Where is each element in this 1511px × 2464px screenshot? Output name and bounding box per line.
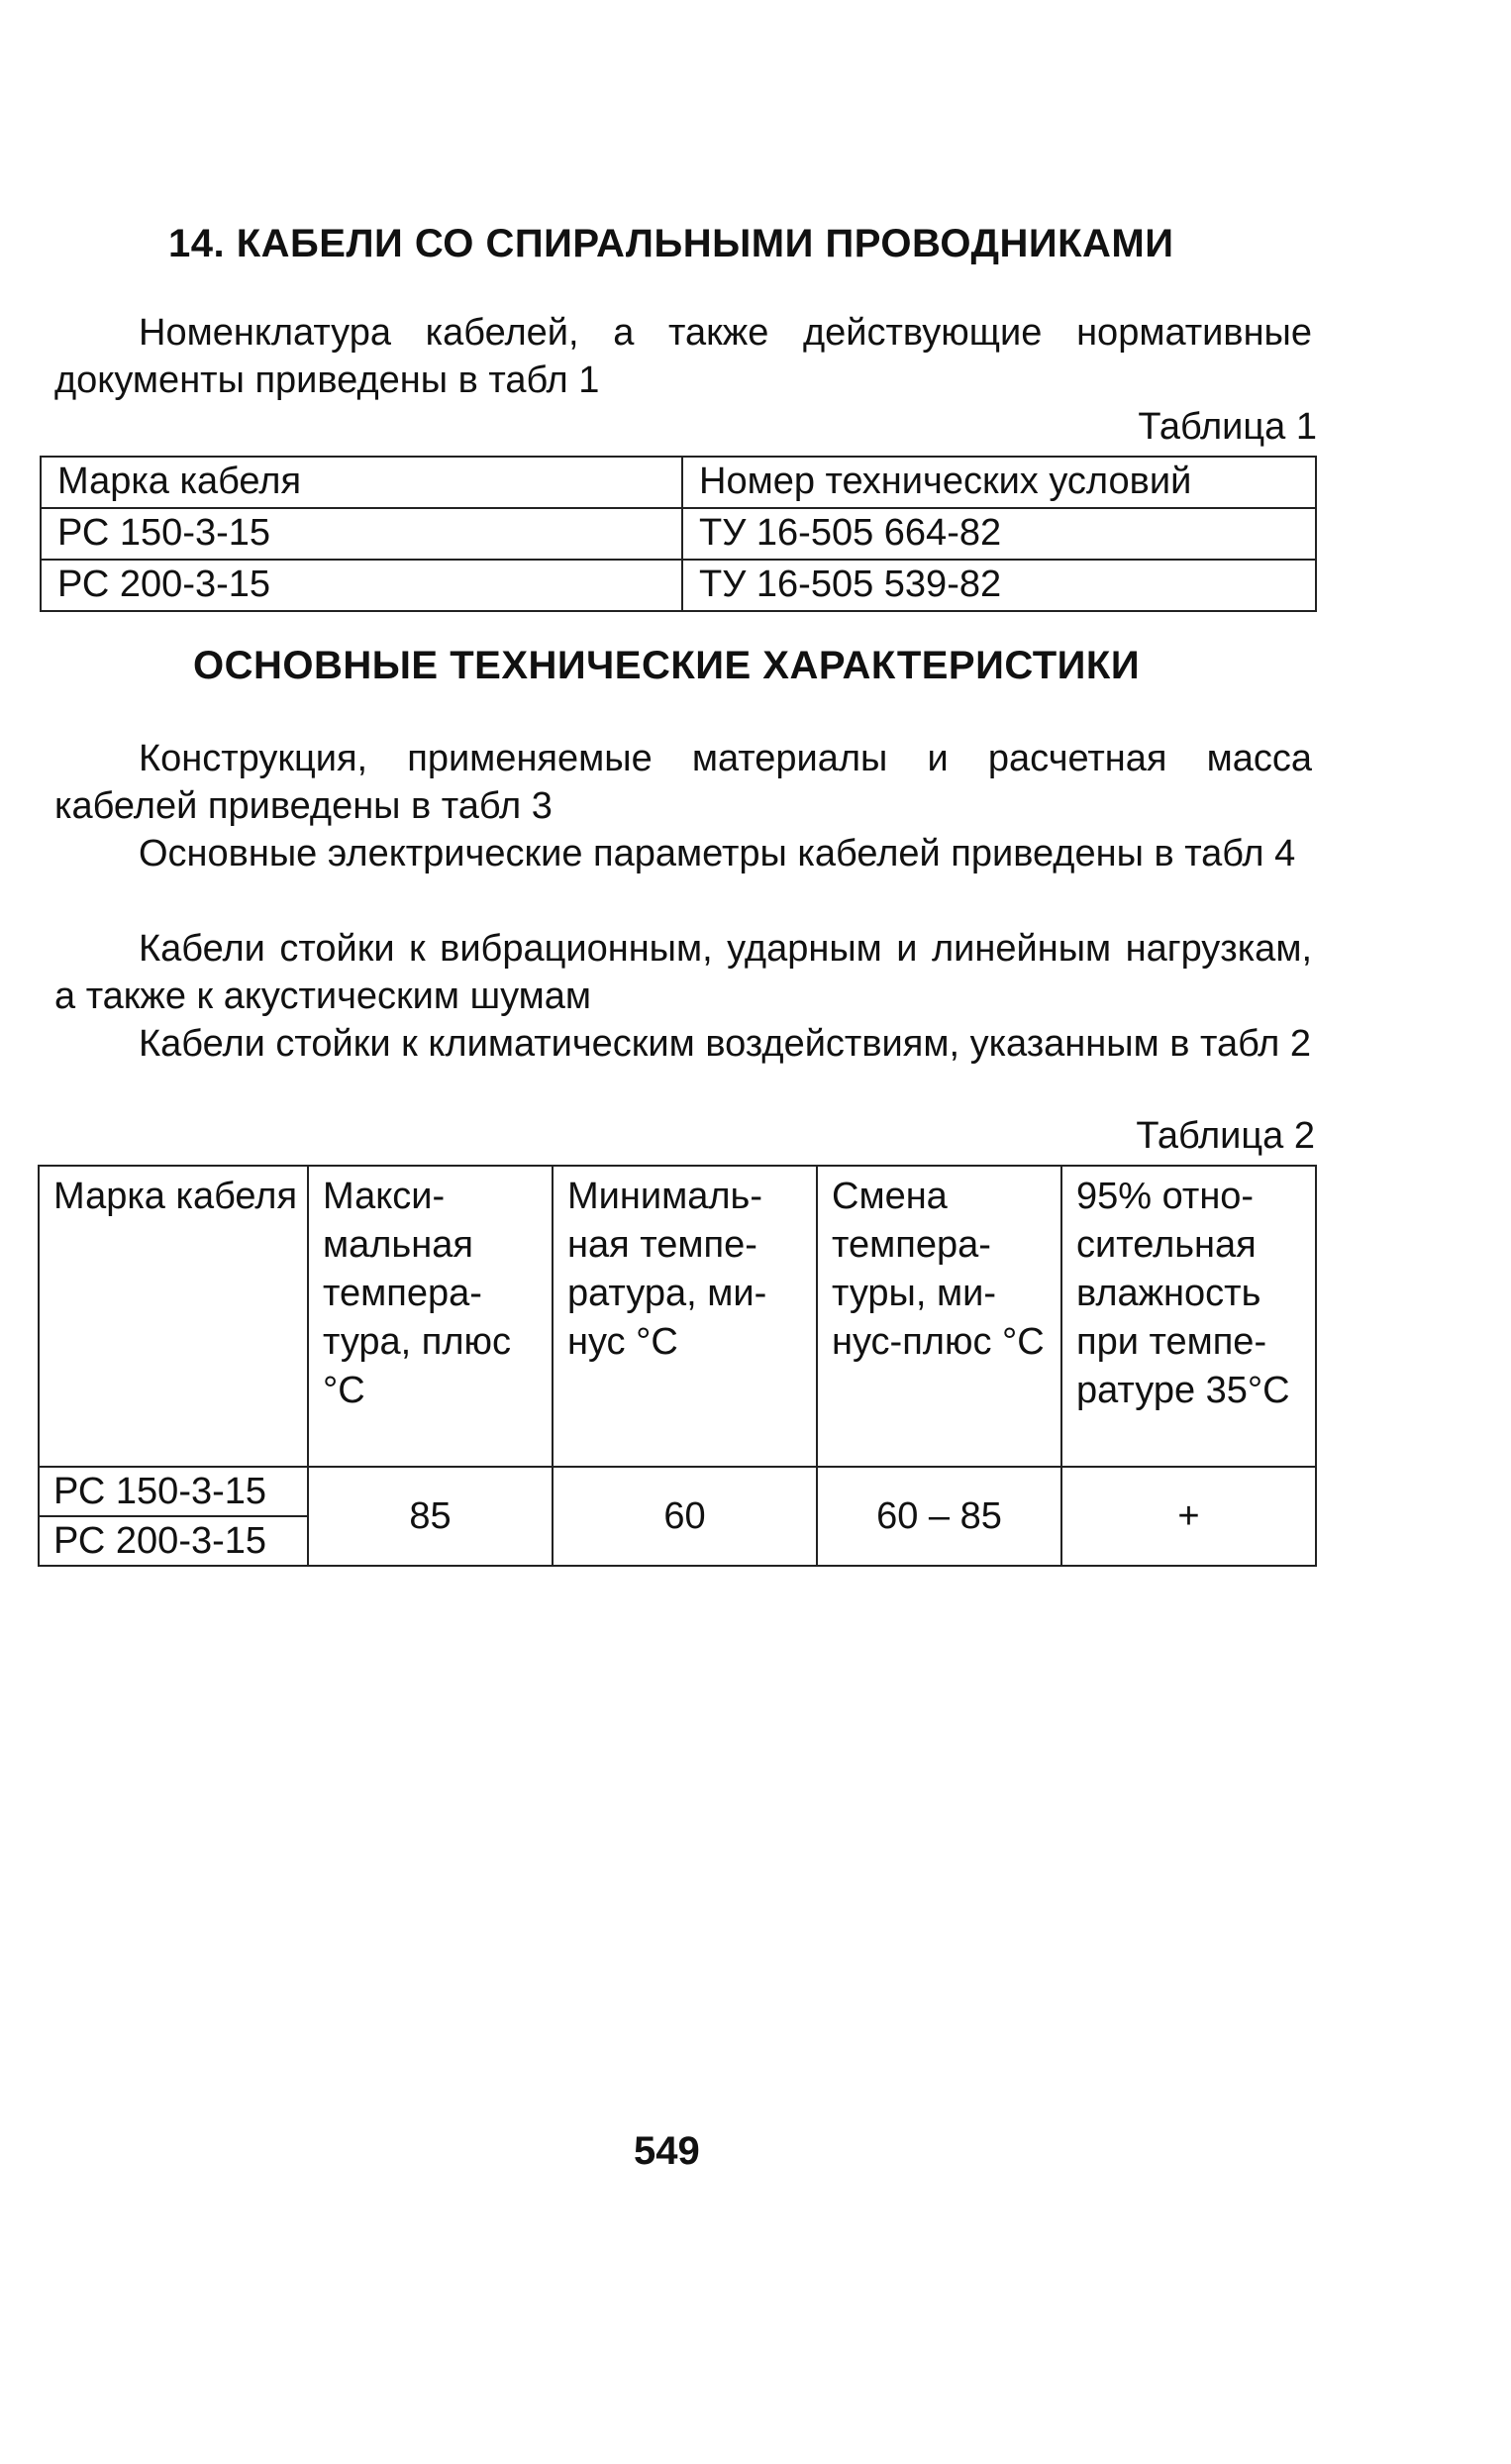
- table-cell: РС 150-3-15: [39, 1467, 308, 1516]
- table-header-cell: Марка кабеля: [41, 457, 682, 508]
- table1: [40, 456, 1317, 612]
- table-row: [41, 560, 1316, 611]
- table-header-cell: Смена темпера-туры, ми-нус-плюс °С: [817, 1166, 1061, 1467]
- paragraph: [54, 1020, 1312, 1068]
- intro-paragraph-text: Номенклатура кабелей, а также действующие нормативные документы приведены в табл 1: [54, 312, 1312, 401]
- table-cell: ТУ 16-505 664-82: [682, 508, 1316, 560]
- paragraph-text: Конструкция, применяемые материалы и расчетная масса кабелей приведены в табл 3: [54, 738, 1312, 827]
- table-cell: РС 200-3-15: [41, 560, 682, 611]
- table-header-cell: Номер технических условий: [682, 457, 1316, 508]
- paragraph-text: Кабели стойки к вибрационным, ударным и линейным нагрузкам, а также к акустическим шумам: [54, 928, 1312, 1017]
- table-header-cell: Макси-мальная темпера-тура, плюс °С: [308, 1166, 553, 1467]
- paragraph: [54, 735, 1312, 830]
- paragraph: [54, 830, 1312, 877]
- table2: [38, 1165, 1317, 1567]
- table-header-cell: 95% отно-сительная влажность при темпе-ратуре 35°С: [1061, 1166, 1316, 1467]
- page-number: 549: [634, 2129, 700, 2173]
- intro-paragraph: [54, 309, 1312, 404]
- table1-caption: Таблица 1: [1138, 406, 1317, 448]
- table-cell: РС 150-3-15: [41, 508, 682, 560]
- table-row: [41, 508, 1316, 560]
- table-cell: +: [1061, 1467, 1316, 1566]
- table-cell: РС 200-3-15: [39, 1516, 308, 1566]
- paragraph-text: Основные электрические параметры кабелей приведены в табл 4: [139, 833, 1296, 874]
- table-row: [39, 1467, 1316, 1516]
- table-cell: ТУ 16-505 539-82: [682, 560, 1316, 611]
- subsection-title: ОСНОВНЫЕ ТЕХНИЧЕСКИЕ ХАРАКТЕРИСТИКИ: [193, 644, 1141, 687]
- table-cell: 60: [553, 1467, 817, 1566]
- table-header-cell: Минималь-ная темпе-ратура, ми-нус °С: [553, 1166, 817, 1467]
- table-header-row: [39, 1166, 1316, 1467]
- paragraph: [54, 925, 1312, 1020]
- table2-caption: Таблица 2: [1136, 1115, 1315, 1157]
- table-cell: 85: [308, 1467, 553, 1566]
- section-title: 14. КАБЕЛИ СО СПИРАЛЬНЫМИ ПРОВОДНИКАМИ: [168, 222, 1174, 265]
- table-header-row: [41, 457, 1316, 508]
- table-cell: 60 – 85: [817, 1467, 1061, 1566]
- paragraph-text: Кабели стойки к климатическим воздействиям, указанным в табл 2: [139, 1023, 1312, 1065]
- table-header-cell: Марка кабеля: [39, 1166, 308, 1467]
